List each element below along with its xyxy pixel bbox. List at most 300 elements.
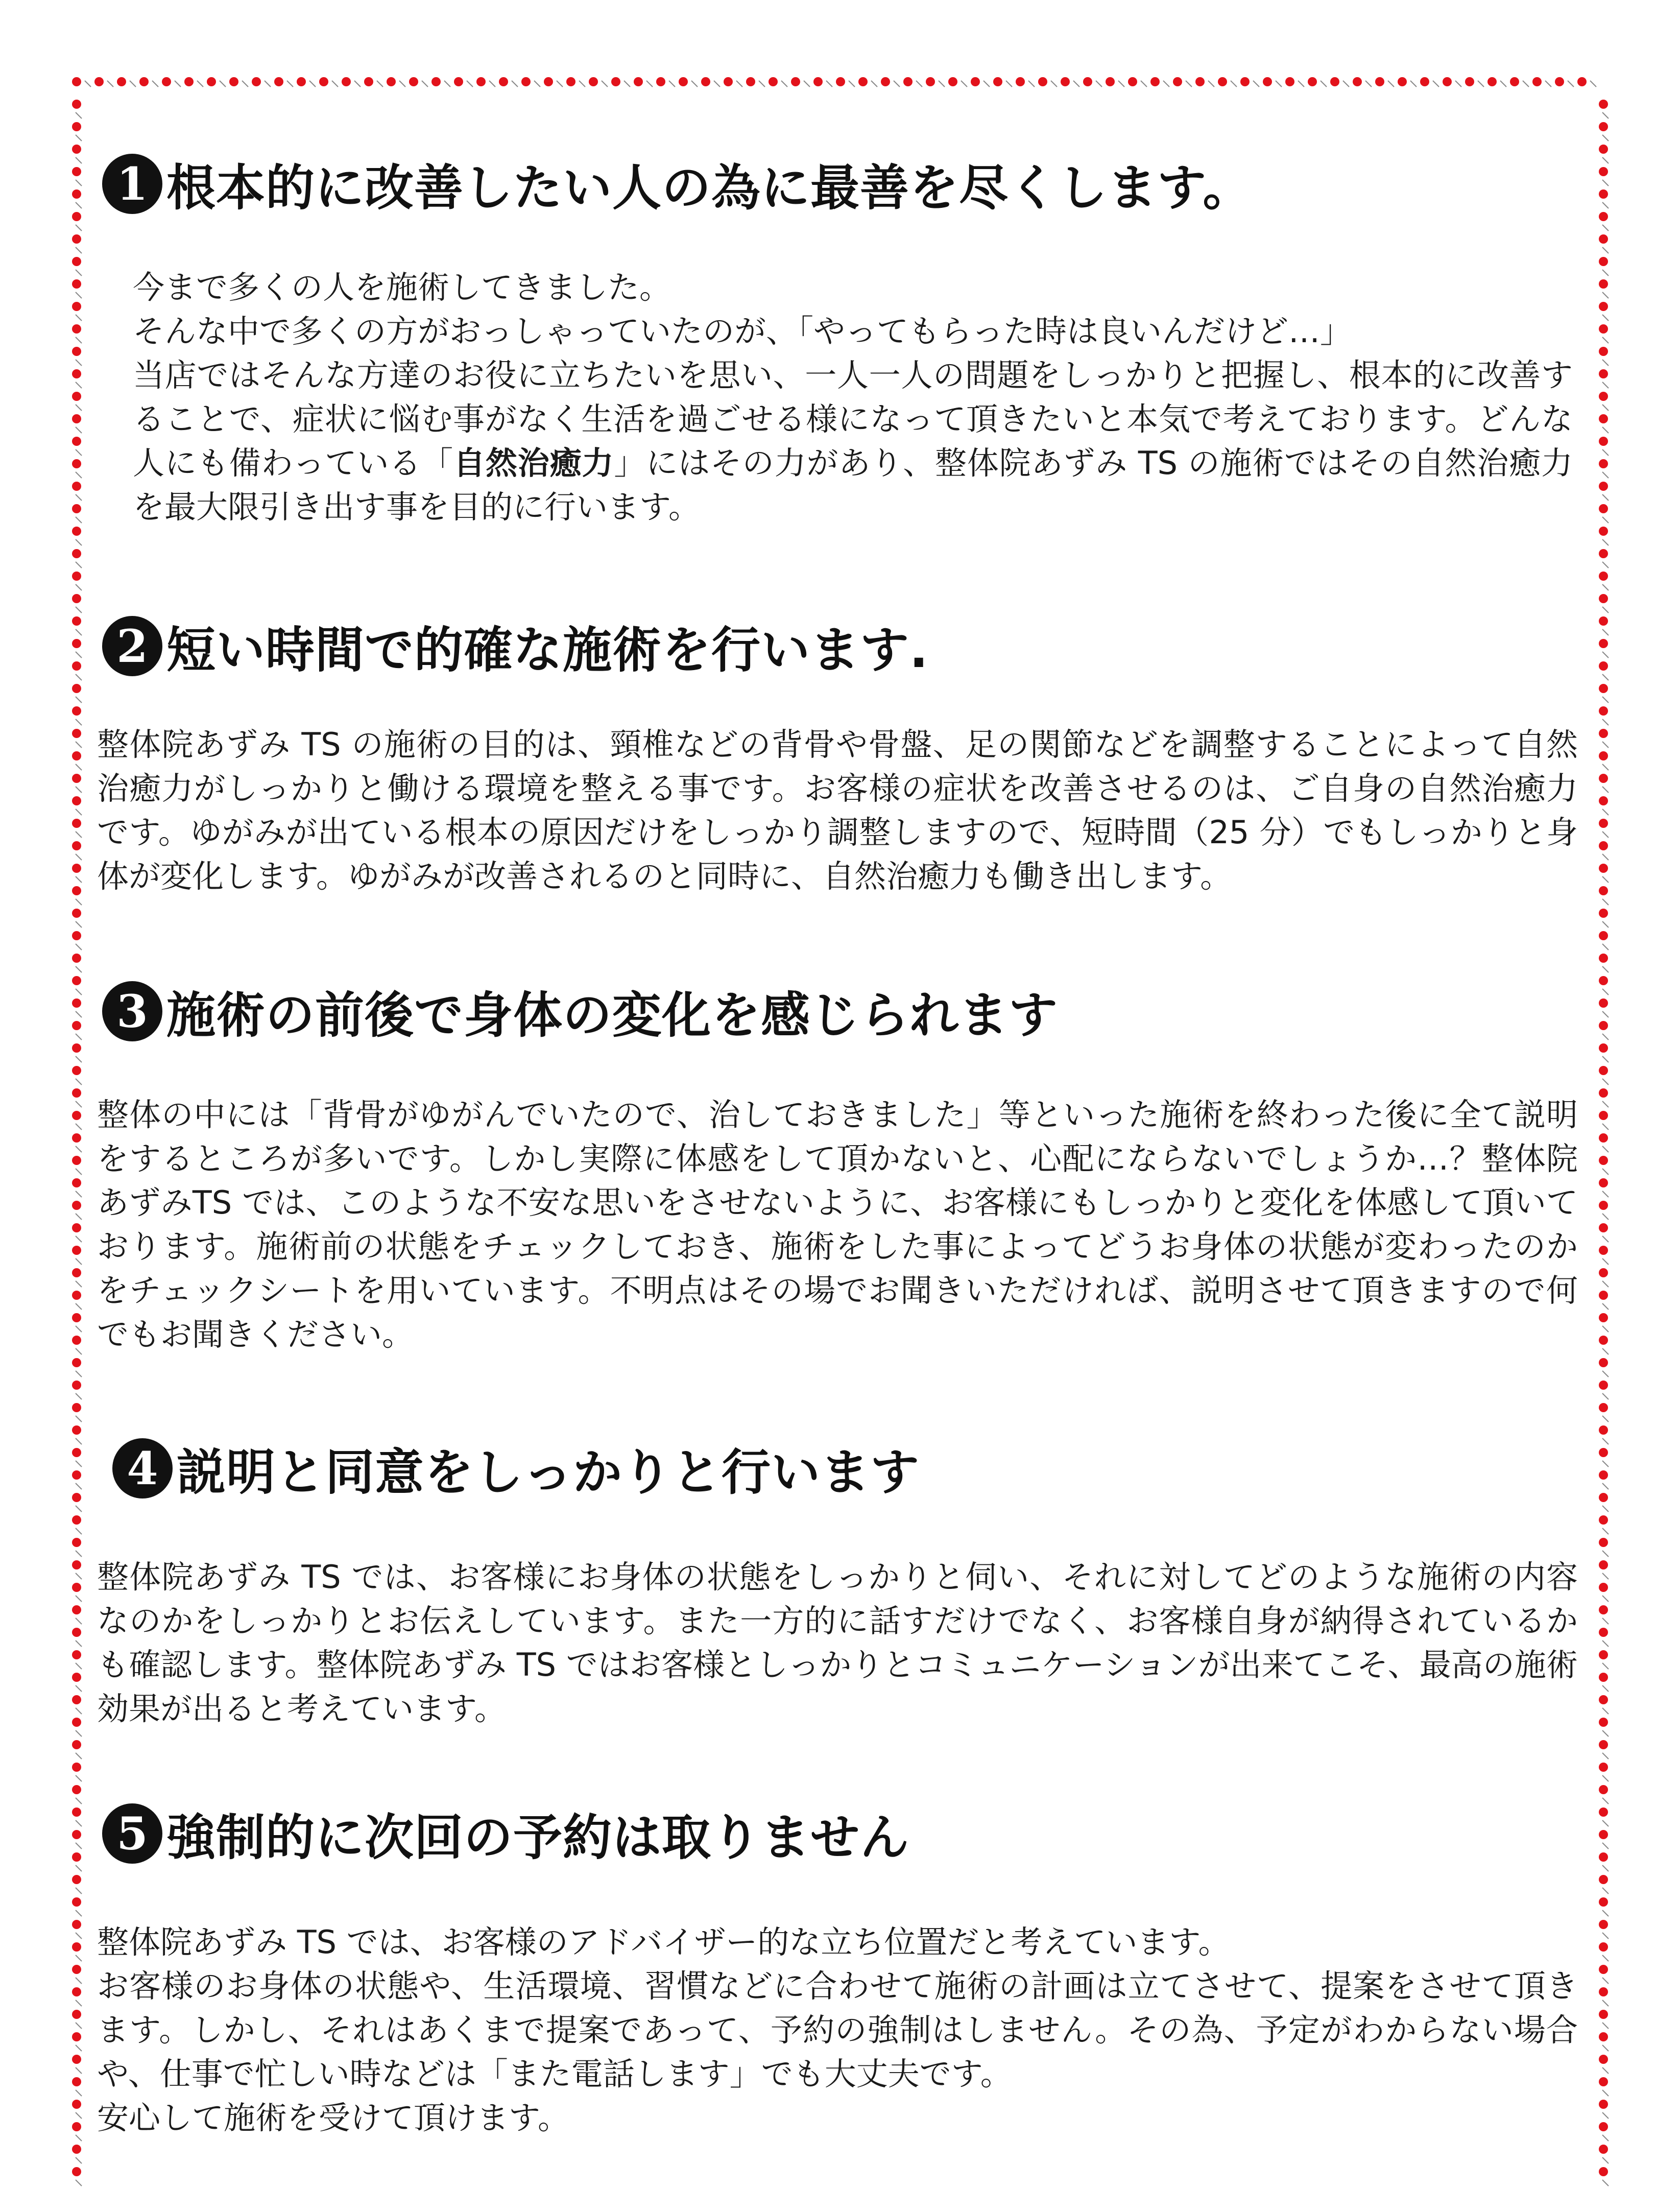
frame-dot	[544, 77, 553, 86]
frame-tick	[197, 81, 203, 87]
frame-tick	[1602, 1214, 1609, 1220]
frame-dot	[858, 77, 868, 86]
frame-tick	[76, 405, 82, 411]
frame-dot	[72, 819, 81, 828]
frame-dot	[364, 77, 373, 86]
frame-dot	[1599, 1785, 1608, 1794]
frame-tick	[871, 81, 877, 87]
frame-dot	[1599, 1336, 1608, 1345]
frame-dot	[1330, 77, 1339, 86]
frame-dot	[162, 77, 171, 86]
frame-dot	[72, 279, 81, 289]
frame-dot	[1599, 2167, 1608, 2176]
frame-tick	[76, 135, 82, 141]
frame-tick	[76, 742, 82, 748]
frame-tick	[76, 2157, 82, 2163]
frame-dot	[72, 302, 81, 311]
frame-dot	[1599, 1021, 1608, 1030]
frame-tick	[1602, 1663, 1609, 1669]
frame-dot	[611, 77, 620, 86]
frame-tick	[1602, 1371, 1609, 1377]
frame-dot	[1599, 616, 1608, 626]
frame-tick	[76, 157, 82, 163]
frame-tick	[76, 562, 82, 568]
frame-dot	[72, 1583, 81, 1592]
frame-tick	[1602, 1551, 1609, 1557]
frame-dot	[72, 1111, 81, 1120]
frame-tick	[76, 697, 82, 703]
frame-tick	[76, 1955, 82, 1961]
frame-tick	[849, 81, 855, 87]
frame-tick	[76, 180, 82, 186]
frame-dot	[72, 234, 81, 244]
frame-dot	[72, 1403, 81, 1412]
frame-dot	[72, 594, 81, 603]
frame-tick	[1602, 337, 1609, 343]
frame-tick	[76, 1528, 82, 1534]
frame-dot	[1599, 1043, 1608, 1053]
frame-tick	[76, 1191, 82, 1197]
frame-dot	[1599, 482, 1608, 491]
frame-tick	[422, 81, 428, 87]
frame-tick	[1602, 854, 1609, 860]
frame-dot	[1599, 1583, 1608, 1592]
frame-dot	[1599, 751, 1608, 760]
frame-tick	[76, 719, 82, 725]
frame-dot	[1599, 1740, 1608, 1749]
frame-dot	[1599, 998, 1608, 1008]
frame-tick	[76, 1258, 82, 1265]
frame-dot	[1195, 77, 1205, 86]
frame-tick	[1118, 81, 1124, 87]
emphasis-term: 自然治癒力	[453, 444, 614, 482]
frame-dot	[1599, 909, 1608, 918]
frame-tick	[1602, 2045, 1609, 2051]
frame-tick	[1602, 180, 1609, 186]
frame-dot	[1599, 100, 1608, 109]
frame-dot	[72, 437, 81, 446]
frame-tick	[512, 81, 518, 87]
frame-tick	[1602, 1820, 1609, 1826]
frame-tick	[76, 225, 82, 231]
frame-tick	[76, 2180, 82, 2186]
frame-dot	[1599, 167, 1608, 176]
frame-dot	[1599, 1763, 1608, 1772]
frame-tick	[1478, 81, 1484, 87]
frame-tick	[1028, 81, 1035, 87]
frame-dot	[1599, 1066, 1608, 1075]
section-5-paragraph-2: お客様のお身体の状態や、生活環境、習慣などに合わせて施術の計画は立てさせて、提案をさせて頂きます。しかし、それはあくまで提案であって、予約の強制はしません。その為、予定がわからない場合や、仕事で忙しい時などは「また電話します」でも大丈夫です。	[97, 1967, 1578, 2092]
section-4-body	[97, 1555, 1578, 1731]
frame-tick	[76, 1640, 82, 1647]
frame-dot	[1487, 77, 1497, 86]
frame-tick	[76, 1146, 82, 1152]
frame-tick	[1602, 315, 1609, 321]
frame-dot	[72, 122, 81, 131]
frame-tick	[76, 449, 82, 456]
section-3	[97, 976, 1588, 1357]
frame-dot	[1599, 1133, 1608, 1143]
frame-dot	[1599, 347, 1608, 356]
frame-tick	[76, 1775, 82, 1781]
frame-tick	[76, 539, 82, 545]
frame-tick	[1602, 719, 1609, 725]
frame-dot	[72, 504, 81, 513]
frame-tick	[1602, 1798, 1609, 1804]
section-5-title: 強制的に次回の予約は取りません	[166, 1809, 909, 1866]
frame-tick	[1602, 944, 1609, 950]
frame-tick	[265, 81, 271, 87]
frame-dot	[1599, 1358, 1608, 1367]
frame-tick	[1602, 2023, 1609, 2029]
frame-dot	[1599, 1920, 1608, 1929]
frame-dot	[746, 77, 755, 86]
frame-tick	[76, 854, 82, 860]
frame-dot	[1599, 2032, 1608, 2041]
frame-dot	[72, 572, 81, 581]
frame-dot	[72, 2167, 81, 2176]
frame-dot	[72, 324, 81, 334]
frame-tick	[557, 81, 563, 87]
frame-dot	[1599, 189, 1608, 199]
section-1	[97, 148, 1588, 529]
frame-tick	[76, 1124, 82, 1130]
frame-tick	[1602, 2180, 1609, 2186]
frame-tick	[76, 112, 82, 118]
frame-tick	[1051, 81, 1057, 87]
frame-dot	[1599, 1201, 1608, 1210]
frame-tick	[76, 382, 82, 388]
frame-tick	[1602, 2067, 1609, 2074]
frame-dot	[72, 1133, 81, 1143]
frame-dot	[72, 1201, 81, 1210]
frame-dot	[948, 77, 957, 86]
frame-tick	[1500, 81, 1506, 87]
frame-tick	[1602, 382, 1609, 388]
frame-tick	[1602, 112, 1609, 118]
frame-dot	[72, 212, 81, 221]
frame-dot	[1106, 77, 1115, 86]
frame-dot	[72, 1920, 81, 1929]
frame-tick	[1602, 1910, 1609, 1916]
frame-dot	[1599, 1268, 1608, 1277]
section-5-number-badge: 5	[102, 1803, 162, 1864]
frame-tick	[1602, 1034, 1609, 1040]
frame-dot	[1599, 437, 1608, 446]
frame-dot	[72, 1830, 81, 1839]
frame-dot	[72, 100, 81, 109]
frame-dot	[72, 684, 81, 693]
frame-tick	[76, 427, 82, 433]
frame-tick	[152, 81, 158, 87]
section-2-heading	[102, 610, 1588, 682]
frame-tick	[76, 270, 82, 276]
frame-tick	[76, 2067, 82, 2074]
frame-dot	[72, 2055, 81, 2064]
frame-tick	[1602, 2157, 1609, 2163]
frame-tick	[961, 81, 967, 87]
frame-tick	[354, 81, 361, 87]
frame-dot	[72, 1718, 81, 1727]
frame-tick	[1602, 1955, 1609, 1961]
frame-dot	[1599, 145, 1608, 154]
frame-dot	[319, 77, 328, 86]
frame-dot	[72, 1066, 81, 1075]
frame-dot	[72, 1493, 81, 1502]
section-2-body	[97, 723, 1578, 898]
frame-dot	[72, 1021, 81, 1030]
frame-tick	[669, 81, 675, 87]
frame-tick	[1590, 81, 1596, 87]
frame-dot	[1599, 2010, 1608, 2019]
frame-tick	[76, 899, 82, 905]
frame-dot	[1599, 774, 1608, 783]
frame-dot	[1599, 392, 1608, 401]
section-3-body	[97, 1093, 1578, 1357]
frame-tick	[175, 81, 181, 87]
section-5	[97, 1798, 1588, 2140]
frame-dot	[72, 527, 81, 536]
section-2-title: 短い時間で的確な施術を行います.	[166, 621, 929, 679]
frame-tick	[1602, 517, 1609, 523]
frame-dot	[724, 77, 733, 86]
frame-tick	[1321, 81, 1327, 87]
frame-tick	[76, 1843, 82, 1849]
frame-dot	[1599, 212, 1608, 221]
frame-dot	[926, 77, 935, 86]
frame-tick	[76, 517, 82, 523]
frame-tick	[1602, 292, 1609, 298]
frame-tick	[1298, 81, 1304, 87]
frame-tick	[1186, 81, 1192, 87]
frame-dot	[1128, 77, 1137, 86]
frame-dot	[476, 77, 486, 86]
frame-tick	[332, 81, 338, 87]
frame-tick	[1602, 966, 1609, 972]
frame-dot	[1443, 77, 1452, 86]
frame-dot	[903, 77, 913, 86]
section-3-paragraph-1: 整体の中には「背骨がゆがんでいたので、治しておきました」等といった施術を終わった後に全て説明をするところが多いです。しかし実際に体感をして頂かないと、心配にならないでしょうか…？整体院あずみTS では、このような不安な思いをさせないように、お客様にもしっかりと変化を体感して頂いております。施術前の状態をチェックしておき、施術をした事によってどうお身体の状態が変わったのかをチェックシートを用いています。不明点はその場でお聞きいただければ、説明させて頂きますので何でもお聞きください。	[97, 1096, 1578, 1353]
section-4	[97, 1433, 1588, 1731]
section-1-paragraph-3	[133, 353, 1573, 529]
frame-dot	[72, 751, 81, 760]
frame-tick	[76, 2000, 82, 2006]
frame-tick	[76, 202, 82, 208]
frame-dot	[72, 167, 81, 176]
frame-dot	[634, 77, 643, 86]
frame-tick	[76, 360, 82, 366]
frame-dot	[94, 77, 104, 86]
frame-dot	[1599, 1493, 1608, 1502]
frame-tick	[76, 831, 82, 838]
frame-dot	[72, 392, 81, 401]
frame-tick	[76, 1393, 82, 1399]
frame-tick	[1602, 2090, 1609, 2096]
frame-dot	[1599, 594, 1608, 603]
frame-dot	[72, 1740, 81, 1749]
frame-tick	[1602, 1416, 1609, 1422]
section-3-title: 施術の前後で身体の変化を感じられます	[166, 986, 1058, 1044]
frame-dot	[1599, 684, 1608, 693]
frame-tick	[1433, 81, 1439, 87]
frame-dot	[72, 886, 81, 895]
frame-tick	[1006, 81, 1012, 87]
frame-dot	[1599, 1156, 1608, 1165]
frame-tick	[1602, 989, 1609, 995]
frame-tick	[1602, 1483, 1609, 1489]
section-2	[97, 610, 1588, 898]
frame-tick	[1455, 81, 1461, 87]
frame-dot	[1599, 661, 1608, 671]
frame-dot	[72, 2122, 81, 2131]
frame-tick	[1231, 81, 1237, 87]
section-5-paragraph-3: 安心して施術を受けて頂けます。	[97, 2099, 570, 2136]
frame-dot	[1599, 234, 1608, 244]
frame-dot	[1599, 1470, 1608, 1480]
frame-tick	[76, 1303, 82, 1310]
frame-dot	[1599, 1088, 1608, 1098]
frame-tick	[76, 2090, 82, 2096]
frame-dot	[72, 1763, 81, 1772]
frame-dot	[1599, 2145, 1608, 2154]
frame-dot	[387, 77, 396, 86]
frame-dot	[1577, 77, 1587, 86]
frame-dot	[72, 954, 81, 963]
frame-dot	[1599, 1246, 1608, 1255]
frame-tick	[691, 81, 698, 87]
frame-dot	[1599, 572, 1608, 581]
frame-tick	[76, 1169, 82, 1175]
frame-tick	[624, 81, 630, 87]
frame-tick	[399, 81, 405, 87]
frame-tick	[1602, 1079, 1609, 1085]
frame-tick	[76, 764, 82, 770]
frame-tick	[1602, 202, 1609, 208]
frame-dot	[297, 77, 306, 86]
frame-dot	[72, 1695, 81, 1704]
frame-dot	[1599, 1291, 1608, 1300]
frame-tick	[76, 315, 82, 321]
frame-dot	[1599, 1987, 1608, 1996]
frame-dot	[72, 1358, 81, 1367]
frame-dot	[1599, 886, 1608, 895]
frame-dot	[1599, 1897, 1608, 1907]
frame-tick	[1602, 1326, 1609, 1332]
frame-dot	[1599, 1111, 1608, 1120]
frame-tick	[1602, 449, 1609, 456]
frame-dot	[566, 77, 575, 86]
frame-dot	[1420, 77, 1429, 86]
frame-tick	[1343, 81, 1349, 87]
frame-dot	[701, 77, 710, 86]
frame-tick	[646, 81, 653, 87]
frame-dot	[72, 145, 81, 154]
frame-tick	[1602, 1393, 1609, 1399]
frame-tick	[1388, 81, 1394, 87]
frame-tick	[76, 1933, 82, 1939]
frame-dot	[72, 1538, 81, 1547]
frame-dot	[72, 661, 81, 671]
frame-dot	[1599, 729, 1608, 738]
frame-tick	[76, 1461, 82, 1467]
section-1-title: 根本的に改善したい人の為に最善を尽くします。	[166, 159, 1253, 217]
frame-dot	[679, 77, 688, 86]
frame-dot	[72, 1875, 81, 1884]
frame-dot	[499, 77, 508, 86]
frame-tick	[1253, 81, 1259, 87]
frame-dot	[1599, 122, 1608, 131]
frame-tick	[1602, 157, 1609, 163]
frame-tick	[1602, 1708, 1609, 1714]
section-1-paragraph-3-rest: 」にはその力があり、整体院あずみ TS の施術ではその自然治癒力を最大限引き出す事を目的に行います。	[133, 444, 1573, 526]
frame-tick	[76, 1596, 82, 1602]
frame-dot	[1218, 77, 1227, 86]
frame-dot	[791, 77, 800, 86]
frame-tick	[76, 674, 82, 680]
frame-dot	[72, 1425, 81, 1435]
frame-dot	[72, 2077, 81, 2086]
frame-dot	[1599, 819, 1608, 828]
frame-tick	[1073, 81, 1079, 87]
frame-tick	[1602, 629, 1609, 635]
frame-tick	[1602, 1843, 1609, 1849]
frame-tick	[489, 81, 495, 87]
frame-tick	[1602, 1528, 1609, 1534]
frame-dot	[72, 1897, 81, 1907]
frame-dot	[1599, 1538, 1608, 1547]
frame-dot	[72, 1246, 81, 1255]
frame-tick	[826, 81, 832, 87]
frame-dot	[72, 2145, 81, 2154]
frame-dot	[229, 77, 238, 86]
section-1-heading	[102, 148, 1588, 220]
frame-dot	[72, 796, 81, 805]
frame-tick	[1602, 1169, 1609, 1175]
frame-tick	[1602, 1753, 1609, 1759]
frame-tick	[1602, 1888, 1609, 1894]
frame-tick	[1602, 652, 1609, 658]
frame-dot	[1599, 1560, 1608, 1569]
frame-tick	[76, 629, 82, 635]
frame-dot	[72, 1381, 81, 1390]
frame-dot	[1599, 931, 1608, 940]
frame-dot	[454, 77, 463, 86]
frame-dot	[72, 1268, 81, 1277]
frame-tick	[1545, 81, 1551, 87]
frame-tick	[894, 81, 900, 87]
frame-tick	[76, 2112, 82, 2119]
frame-tick	[76, 1056, 82, 1062]
frame-dot	[521, 77, 531, 86]
frame-tick	[76, 989, 82, 995]
frame-tick	[579, 81, 585, 87]
frame-tick	[1602, 1978, 1609, 1984]
frame-dot	[72, 1291, 81, 1300]
frame-dot	[1599, 1403, 1608, 1412]
frame-tick	[76, 1483, 82, 1489]
frame-dot	[1599, 1875, 1608, 1884]
frame-tick	[1602, 225, 1609, 231]
section-2-paragraph-1: 整体院あずみ TS の施術の目的は、頸椎などの背骨や骨盤、足の関節などを調整することによって自然治癒力がしっかりと働ける環境を整える事です。お客様の症状を改善させるのは、ご自身の自然治癒力です。ゆがみが出ている根本の原因だけをしっかり調整しますので、短時間（25 分）でもしっかりと身体が変化します。ゆがみが改善されるのと同時に、自然治癒力も働き出します。	[97, 726, 1578, 895]
frame-dot	[72, 1650, 81, 1659]
frame-tick	[76, 1910, 82, 1916]
frame-dot	[1599, 1448, 1608, 1457]
frame-dot	[274, 77, 283, 86]
frame-dot	[1599, 1178, 1608, 1187]
frame-tick	[1602, 1281, 1609, 1287]
frame-dot	[139, 77, 149, 86]
frame-dot	[72, 369, 81, 378]
